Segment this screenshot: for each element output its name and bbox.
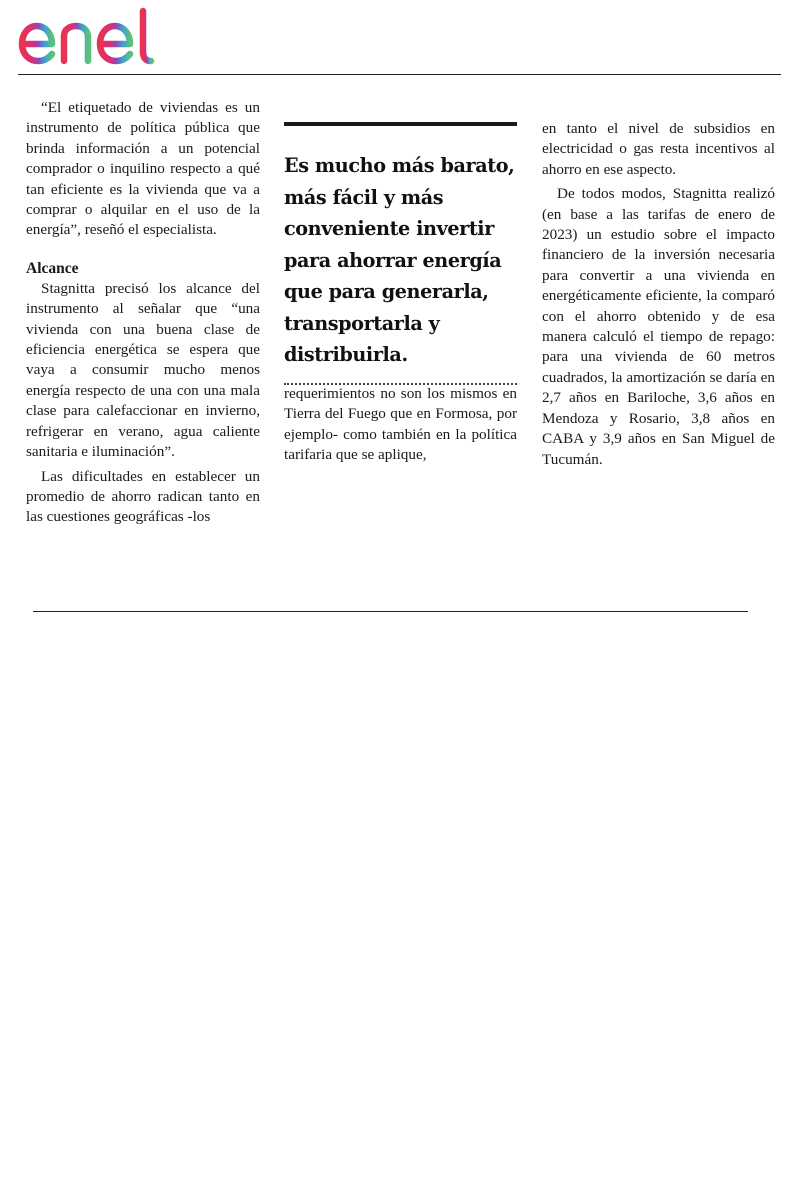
article-column-right — [542, 119, 775, 470]
pull-quote — [284, 122, 517, 385]
article-column-left — [26, 98, 260, 528]
pull-quote-text: Es mucho más barato, más fácil y más conveniente invertir para ahorrar energía que para generarla, transportarla y distribuirla. — [284, 154, 515, 366]
paragraph: De todos modos, Stagnitta realizó (en base a las tarifas de enero de 2023) un estudio sobre el impacto financiero de la inversión necesaria para convertir a una vivienda en energéticamente eficiente, la comparó con el ahorro obtenido y de esa manera calculó el tiempo de repago: para una vivienda de 60 metros cuadrados, la amortización se daría en 2,7 años en Bariloche, 3,6 años en Mendoza y Rosario, 3,8 años en CABA y 3,9 años en San Miguel de Tucumán. — [542, 185, 775, 468]
paragraph: Las dificultades en establecer un promedio de ahorro radican tanto en las cuestiones geográficas -los — [26, 467, 260, 526]
enel-logo — [14, 4, 186, 68]
section-subhead: Alcance — [26, 259, 79, 277]
pull-quote-top-rule — [284, 122, 517, 126]
paragraph: “El etiquetado de viviendas es un instrumento de política pública que brinda información a un potencial comprador o inquilino respecto a qué tan eficiente es la vivienda que va a comprar o alquilar en el uso de la energía”, reseñó el especialista. — [26, 99, 260, 239]
article-column-middle — [284, 384, 517, 466]
paragraph: en tanto el nivel de subsidios en electricidad o gas resta incentivos al ahorro en ese aspecto. — [542, 120, 775, 178]
footer-divider — [33, 611, 748, 612]
paragraph: Stagnitta precisó los alcance del instrumento al señalar que “una vivienda con una buena clase de eficiencia energética se espera que vaya a consumir mucho menos energía respecto de una con una mala clase para calefaccionar en invierno, refrigerar en verano, agua caliente sanitaria e iluminación”. — [26, 279, 260, 461]
header-divider — [18, 74, 781, 75]
paragraph: requerimientos no son los mismos en Tierra del Fuego que en Formosa, por ejemplo- como también en la política tarifaria que se aplique, — [284, 385, 517, 464]
